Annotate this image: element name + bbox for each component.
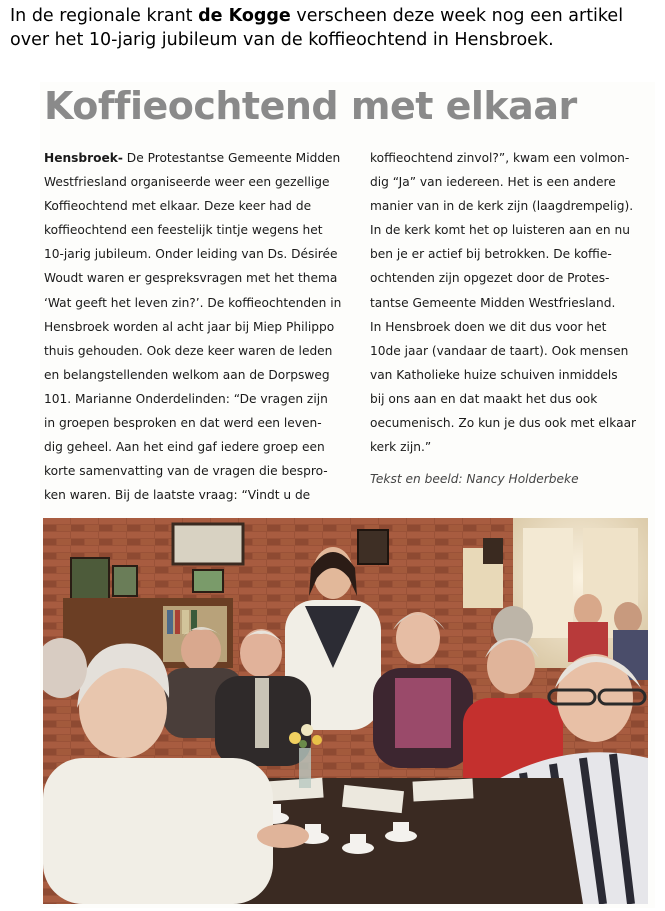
article-line: dig geheel. Aan het eind gaf iedere groep een — [44, 440, 325, 455]
article-line: koffieochtend een feestelijk tintje wegens het — [44, 223, 323, 238]
article-line: 101. Marianne Onderdelinden: “De vragen zijn — [44, 391, 328, 406]
article-line: thuis gehouden. Ook deze keer waren de leden — [44, 343, 333, 358]
article-line: ken waren. Bij de laatste vraag: “Vindt u de — [44, 488, 311, 503]
article-headline: Koffieochtend met elkaar — [44, 84, 577, 128]
article-line: tantse Gemeente Midden Westfriesland. — [370, 295, 616, 310]
article-line: ‘Wat geeft het leven zin?’. De koffieochtenden in — [44, 295, 342, 310]
intro-text — [10, 4, 660, 52]
article-line: korte samenvatting van de vragen die bespro- — [44, 464, 328, 479]
intro-before: In de regionale krant — [10, 6, 199, 26]
article-line-text: De Protestantse Gemeente Midden — [122, 151, 341, 165]
intro-after: verscheen deze week nog een artikel over het 10-jarig jubileum van de koffieochtend in Hensbroek. — [10, 6, 624, 50]
article-line: van Katholieke huize schuiven inmiddels — [370, 367, 618, 382]
article-line: Hensbroek worden al acht jaar bij Miep Philippo — [44, 319, 335, 334]
article-line: koffieochtend zinvol?”, kwam een volmon- — [370, 151, 630, 165]
article-dateline: Hensbroek- — [44, 151, 123, 165]
article-line — [44, 146, 359, 170]
article-line: en belangstellenden welkom aan de Dorpsweg — [44, 367, 330, 382]
coffee-morning-photo — [43, 518, 648, 904]
article-line: 10de jaar (vandaar de taart). Ook mensen — [370, 343, 629, 358]
article-line: Westfriesland organiseerde weer een gezellige — [44, 175, 330, 190]
article-line: In de kerk komt het op luisteren aan en nu — [370, 223, 630, 238]
article-line: kerk zijn.” — [370, 440, 432, 455]
article-line: in groepen besproken en dat werd een leven- — [44, 416, 322, 431]
article-line: bij ons aan en dat maakt het dus ook — [370, 391, 598, 406]
newspaper-name: de Kogge — [198, 6, 291, 26]
article-photo — [43, 518, 648, 904]
article-line: manier van in de kerk zijn (laagdrempelig). — [370, 199, 634, 214]
article-line: Koffieochtend met elkaar. Deze keer had de — [44, 199, 312, 214]
article-line: ben je er actief bij betrokken. De koffie- — [370, 247, 612, 262]
article-column-left — [44, 146, 359, 507]
article-line: dig “Ja” van iedereen. Het is een andere — [370, 175, 616, 190]
article-line: In Hensbroek doen we dit dus voor het — [370, 319, 607, 334]
article-line: ochtenden zijn opgezet door de Protes- — [370, 271, 610, 286]
newspaper-clipping — [40, 82, 655, 908]
article-column-right — [370, 146, 655, 491]
article-line: oecumenisch. Zo kun je dus ook met elkaar — [370, 416, 637, 431]
article-line: 10-jarig jubileum. Onder leiding van Ds. Désirée — [44, 247, 338, 262]
article-line: Woudt waren er gespreksvragen met het thema — [44, 271, 338, 286]
photo-credit: Tekst en beeld: Nancy Holderbeke — [370, 472, 579, 487]
